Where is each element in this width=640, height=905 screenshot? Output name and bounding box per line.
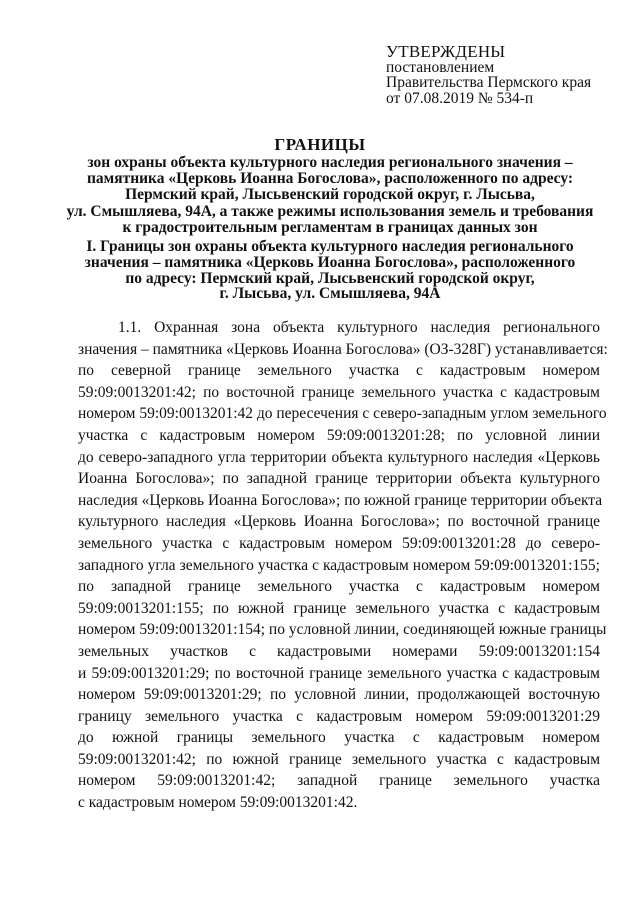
paragraph-line: и 59:09:0013201:29; по восточной границе земельного участка с кадастровым bbox=[78, 664, 600, 682]
paragraph-line: наследия «Церковь Иоанна Богослова»; по южной границе территории объекта bbox=[78, 491, 603, 509]
subtitle-line: памятника «Церковь Иоанна Богослова», расположенного по адресу: bbox=[86, 170, 574, 188]
paragraph-line: значения – памятника «Церковь Иоанна Богослова» (ОЗ-328Г) устанавливается: bbox=[78, 340, 608, 358]
paragraph-line: по западной границе земельного участка с кадастровым номером bbox=[78, 578, 600, 596]
paragraph-line: Иоанна Богослова»; по западной границе территории объекта культурного bbox=[78, 470, 600, 488]
paragraph-line: 59:09:0013201:42; по восточной границе земельного участка с кадастровым bbox=[78, 383, 600, 401]
section-heading-line: г. Лысьва, ул. Смышляева, 94А bbox=[219, 285, 441, 303]
paragraph-line: 59:09:0013201:155; по южной границе земельного участка с кадастровым bbox=[78, 599, 600, 617]
paragraph-line: до южной границы земельного участка с кадастровым номером bbox=[78, 729, 600, 747]
paragraph-line: участка с кадастровым номером 59:09:0013201:28; по условной линии bbox=[78, 426, 600, 444]
paragraph-line: культурного наследия «Церковь Иоанна Богослова»; по восточной границе bbox=[78, 513, 600, 531]
section-heading-line: значения – памятника «Церковь Иоанна Богослова», расположенного bbox=[84, 253, 576, 271]
paragraph-line: 59:09:0013201:42; по южной границе земельного участка с кадастровым bbox=[78, 750, 600, 768]
section-heading-line: по адресу: Пермский край, Лысьвенский городской округ, bbox=[125, 269, 535, 287]
approval-stamp bbox=[386, 44, 626, 106]
subtitle-line: к градостроительным регламентам в границах данных зон bbox=[122, 218, 538, 236]
approval-title: УТВЕРЖДЕНЫ bbox=[386, 42, 506, 61]
section-heading-line: I. Границы зон охраны объекта культурного наследия регионального bbox=[86, 238, 574, 255]
paragraph-line: по северной границе земельного участка с кадастровым номером bbox=[78, 362, 600, 380]
subtitle-line: зон охраны объекта культурного наследия регионального значения – bbox=[87, 154, 573, 171]
paragraph-1-1 bbox=[78, 317, 608, 814]
paragraph-line: земельных участков с кадастровыми номерами 59:09:0013201:154 bbox=[78, 642, 600, 660]
section-heading bbox=[60, 239, 600, 302]
paragraph-line: границу земельного участка с кадастровым номером 59:09:0013201:29 bbox=[78, 707, 600, 725]
paragraph-line: номером 59:09:0013201:42; западной границе земельного участка bbox=[78, 772, 600, 790]
paragraph-line: номером 59:09:0013201:29; по условной линии, продолжающей восточную bbox=[78, 686, 600, 704]
paragraph-line: западного угла земельного участка с кадастровым номером 59:09:0013201:155; bbox=[78, 556, 600, 574]
paragraph-line: номером 59:09:0013201:154; по условной линии, соединяющей южные границы bbox=[78, 621, 607, 639]
document-subtitle bbox=[60, 155, 600, 236]
paragraph-line: до северо-западного угла территории объекта культурного наследия «Церковь bbox=[78, 448, 600, 466]
approval-line: Правительства Пермского края bbox=[386, 74, 592, 91]
subtitle-line: ул. Смышляева, 94А, а также режимы использования земель и требования bbox=[66, 202, 594, 220]
subtitle-line: Пермский край, Лысьвенский городской округ, г. Лысьва, bbox=[125, 186, 535, 204]
paragraph-line: 1.1. Охранная зона объекта культурного наследия регионального bbox=[118, 319, 600, 336]
approval-line: от 07.08.2019 № 534-п bbox=[386, 89, 534, 107]
paragraph-line: с кадастровым номером 59:09:0013201:42. bbox=[78, 794, 358, 812]
paragraph-line: земельного участка с кадастровым номером 59:09:0013201:28 до северо- bbox=[78, 534, 600, 552]
approval-line: постановлением bbox=[386, 58, 495, 76]
paragraph-line: номером 59:09:0013201:42 до пересечения с северо-западным углом земельного bbox=[78, 405, 607, 423]
document-title: ГРАНИЦЫ bbox=[274, 135, 366, 154]
